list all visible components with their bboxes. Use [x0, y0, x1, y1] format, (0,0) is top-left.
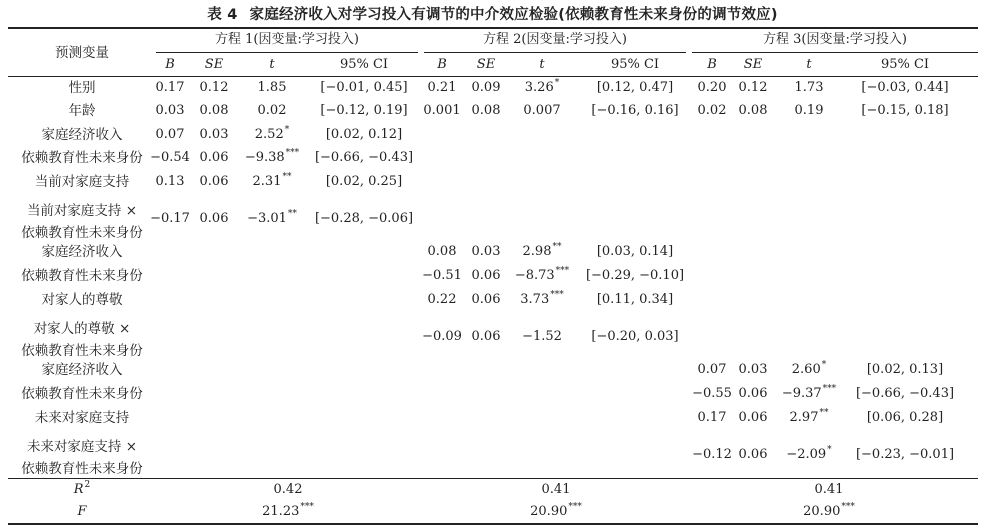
cell-ci	[845, 447, 965, 463]
column-header-t: t	[269, 57, 275, 72]
cell-value: 0.06	[471, 268, 501, 283]
significance-mark: ***	[550, 290, 564, 300]
cell-value: 0.07	[155, 127, 185, 142]
cell-value: 2.52	[254, 127, 284, 142]
cell-value: 0.03	[738, 362, 768, 377]
row-label-line: 当前对家庭支持 ×	[26, 203, 138, 219]
row-label	[6, 100, 158, 122]
cell-se	[194, 150, 234, 166]
cell-t	[779, 362, 839, 378]
cell-value: 0.09	[471, 80, 501, 95]
column-header-se: SE	[204, 57, 224, 72]
cell-value: 0.17	[155, 80, 185, 95]
summary-label	[6, 504, 158, 520]
summary-value	[769, 504, 889, 520]
cell-value: −0.51	[422, 268, 462, 283]
cell-value: 0.08	[738, 103, 768, 118]
cell-se	[733, 80, 773, 96]
cell-se	[466, 329, 506, 345]
cell-value: 0.22	[427, 292, 457, 307]
cell-se	[466, 80, 506, 96]
cell-ci	[304, 103, 424, 119]
cell-ci	[304, 211, 424, 227]
cell-se	[194, 127, 234, 143]
cell-b	[686, 447, 738, 463]
row-label	[6, 289, 158, 311]
row-label	[6, 383, 158, 405]
row-label-line: 对家人的尊敬 ×	[33, 321, 131, 337]
significance-mark: *	[554, 78, 560, 88]
cell-value: [0.06, 0.28]	[866, 410, 944, 425]
summary-number: 20.90	[803, 504, 841, 519]
table-title: 家庭经济收入对学习投入有调节的中介效应检验(依赖教育性未来身份的调节效应)	[249, 7, 778, 23]
significance-mark: *	[284, 125, 290, 135]
cell-ci	[845, 103, 965, 119]
summary-value	[769, 482, 889, 498]
cell-ci	[304, 150, 424, 166]
row-label-line: 依赖教育性未来身份	[21, 343, 143, 359]
row-label	[6, 241, 158, 263]
column-header-b: B	[437, 57, 447, 72]
cell-b	[686, 80, 738, 96]
row-label-line: 依赖教育性未来身份	[21, 461, 143, 477]
row-label-line: 性别	[68, 80, 96, 96]
cell-value: [0.12, 0.47]	[596, 80, 674, 95]
row-label	[6, 124, 158, 146]
cell-value: 2.98	[522, 244, 552, 259]
cell-b	[686, 386, 738, 402]
cell-value: [−0.03, 0.44]	[861, 80, 949, 95]
row-label-line: 依赖教育性未来身份	[21, 225, 143, 241]
row-label	[6, 407, 158, 429]
cell-b	[416, 80, 468, 96]
significance-mark: *	[827, 445, 832, 455]
row-label-line: 当前对家庭支持	[34, 174, 130, 190]
cell-t	[242, 80, 302, 96]
summary-label-text: F	[77, 504, 87, 519]
model-2-underline	[424, 52, 686, 53]
cell-value: 0.13	[155, 174, 185, 189]
cell-value: −1.52	[522, 329, 562, 344]
cell-t	[779, 410, 839, 426]
cell-value: [0.11, 0.34]	[596, 292, 674, 307]
cell-value: −0.12	[692, 447, 732, 462]
column-header-se: SE	[743, 57, 763, 72]
row-label-line: 未来对家庭支持 ×	[26, 439, 138, 455]
cell-value: 0.08	[199, 103, 229, 118]
cell-t	[242, 211, 302, 227]
model-2-header: 方程 2(因变量:学习投入)	[483, 32, 627, 47]
summary-value	[228, 482, 348, 498]
cell-se	[194, 103, 234, 119]
cell-value: [0.02, 0.13]	[866, 362, 944, 377]
row-label-line: 依赖教育性未来身份	[21, 268, 143, 284]
cell-value: 0.12	[199, 80, 229, 95]
cell-value: 1.73	[794, 80, 824, 95]
cell-value: 0.19	[794, 103, 824, 118]
cell-value: 1.85	[257, 80, 287, 95]
top-rule	[8, 27, 978, 29]
summary-number: 0.41	[814, 482, 844, 497]
cell-ci	[575, 103, 695, 119]
column-header-t: t	[806, 57, 812, 72]
bottom-rule	[8, 523, 978, 525]
cell-value: −9.38	[244, 150, 285, 165]
cell-ci	[845, 80, 965, 96]
cell-value: [0.02, 0.12]	[325, 127, 403, 142]
cell-se	[733, 410, 773, 426]
cell-t	[779, 103, 839, 119]
significance-mark: **	[819, 408, 829, 418]
cell-value: −2.09	[786, 447, 827, 462]
cell-ci	[575, 329, 695, 345]
significance-mark: ***	[300, 502, 314, 512]
significance-mark: ***	[822, 384, 837, 394]
cell-se	[466, 268, 506, 284]
cell-value: 0.03	[471, 244, 501, 259]
cell-ci	[304, 80, 424, 96]
table-caption	[0, 3, 985, 24]
cell-b	[144, 80, 196, 96]
significance-mark: ***	[841, 502, 855, 512]
row-label-line: 年龄	[68, 103, 96, 119]
cell-t	[779, 80, 839, 96]
cell-ci	[845, 362, 965, 378]
row-label	[6, 147, 158, 169]
cell-ci	[845, 386, 965, 402]
column-header-se: SE	[476, 57, 496, 72]
column-header-ci: 95% CI	[339, 57, 389, 72]
summary-value	[496, 482, 616, 498]
column-header-t: t	[539, 57, 545, 72]
row-label-line: 家庭经济收入	[41, 127, 123, 143]
cell-value: [−0.23, −0.01]	[855, 447, 955, 462]
cell-se	[194, 174, 234, 190]
cell-value: 0.06	[199, 211, 229, 226]
cell-b	[686, 362, 738, 378]
model-3-underline	[692, 52, 978, 53]
significance-mark: **	[552, 242, 562, 252]
cell-t	[512, 103, 572, 119]
cell-b	[144, 150, 196, 166]
cell-value: 3.26	[524, 80, 554, 95]
cell-value: [−0.66, −0.43]	[855, 386, 955, 401]
summary-number: 21.23	[262, 504, 300, 519]
cell-b	[144, 127, 196, 143]
cell-value: [−0.28, −0.06]	[314, 211, 414, 226]
cell-value: 0.007	[523, 103, 561, 118]
cell-value: 0.03	[199, 127, 229, 142]
significance-mark: *	[821, 360, 827, 370]
cell-value: 0.001	[423, 103, 461, 118]
cell-b	[416, 329, 468, 345]
cell-value: 0.08	[427, 244, 457, 259]
cell-se	[733, 362, 773, 378]
cell-t	[512, 244, 572, 260]
cell-se	[194, 80, 234, 96]
cell-value: 0.17	[697, 410, 727, 425]
cell-value: 0.02	[697, 103, 727, 118]
cell-value: [−0.01, 0.45]	[320, 80, 408, 95]
model-3-header: 方程 3(因变量:学习投入)	[763, 32, 907, 47]
column-header-b: B	[707, 57, 717, 72]
cell-b	[144, 174, 196, 190]
model-1-underline	[156, 52, 418, 53]
cell-ci	[304, 127, 424, 143]
cell-b	[686, 103, 738, 119]
cell-b	[144, 211, 196, 227]
cell-b	[416, 244, 468, 260]
row-label-line: 家庭经济收入	[41, 244, 123, 260]
model-1-header: 方程 1(因变量:学习投入)	[215, 32, 359, 47]
summary-number: 0.42	[273, 482, 303, 497]
summary-label	[6, 482, 158, 498]
row-label	[6, 171, 158, 193]
cell-value: 0.06	[471, 329, 501, 344]
cell-t	[242, 103, 302, 119]
summary-number: 0.41	[541, 482, 571, 497]
cell-value: 0.06	[738, 386, 768, 401]
cell-value: [−0.12, 0.19]	[320, 103, 408, 118]
cell-value: 0.06	[471, 292, 501, 307]
cell-b	[416, 268, 468, 284]
cell-value: [0.02, 0.25]	[325, 174, 403, 189]
cell-value: 2.31	[252, 174, 282, 189]
column-header-ci: 95% CI	[880, 57, 930, 72]
predictor-header: 预测变量	[55, 45, 109, 61]
cell-b	[144, 103, 196, 119]
row-label	[6, 77, 158, 99]
cell-value: 2.60	[791, 362, 821, 377]
column-header-ci: 95% CI	[610, 57, 660, 72]
cell-se	[466, 292, 506, 308]
cell-value: −9.37	[781, 386, 822, 401]
significance-mark: ***	[568, 502, 582, 512]
cell-value: 0.02	[257, 103, 287, 118]
significance-mark: **	[287, 209, 297, 219]
summary-label-sup: 2	[84, 480, 91, 490]
summary-value	[228, 504, 348, 520]
cell-value: −0.54	[150, 150, 190, 165]
row-label-line: 未来对家庭支持	[34, 410, 130, 426]
cell-ci	[575, 292, 695, 308]
cell-value: [0.03, 0.14]	[596, 244, 674, 259]
significance-mark: ***	[555, 266, 570, 276]
cell-t	[242, 127, 302, 143]
row-label	[6, 318, 158, 362]
cell-value: 0.06	[199, 174, 229, 189]
cell-value: 0.08	[471, 103, 501, 118]
row-label-line: 对家人的尊敬	[41, 292, 123, 308]
cell-value: 0.07	[697, 362, 727, 377]
cell-t	[512, 329, 572, 345]
table-number: 表 4	[207, 7, 238, 23]
cell-b	[416, 292, 468, 308]
row-label	[6, 265, 158, 287]
cell-b	[686, 410, 738, 426]
cell-se	[466, 103, 506, 119]
cell-value: [−0.20, 0.03]	[591, 329, 679, 344]
cell-ci	[575, 80, 695, 96]
cell-value: 0.21	[427, 80, 457, 95]
cell-value: −3.01	[247, 211, 287, 226]
cell-ci	[575, 244, 695, 260]
cell-value: −0.09	[422, 329, 462, 344]
cell-se	[733, 386, 773, 402]
summary-label-text: R	[73, 482, 84, 497]
cell-se	[733, 103, 773, 119]
cell-se	[194, 211, 234, 227]
cell-value: 0.20	[697, 80, 727, 95]
row-label	[6, 200, 158, 244]
cell-value: [−0.15, 0.18]	[861, 103, 949, 118]
cell-value: −0.17	[150, 211, 190, 226]
cell-value: 2.97	[789, 410, 819, 425]
cell-ci	[575, 268, 695, 284]
cell-ci	[304, 174, 424, 190]
cell-value: 0.12	[738, 80, 768, 95]
significance-mark: ***	[285, 148, 300, 158]
cell-b	[416, 103, 468, 119]
cell-t	[779, 386, 839, 402]
column-header-b: B	[165, 57, 175, 72]
cell-ci	[845, 410, 965, 426]
row-label-line: 家庭经济收入	[41, 362, 123, 378]
cell-value: 3.73	[520, 292, 550, 307]
cell-value: [−0.16, 0.16]	[591, 103, 679, 118]
summary-number: 20.90	[530, 504, 568, 519]
cell-t	[779, 447, 839, 463]
cell-value: 0.06	[738, 410, 768, 425]
cell-value: 0.06	[738, 447, 768, 462]
cell-se	[466, 244, 506, 260]
significance-mark: **	[282, 172, 292, 182]
cell-t	[242, 174, 302, 190]
cell-value: 0.03	[155, 103, 185, 118]
cell-t	[242, 150, 302, 166]
cell-value: −0.55	[692, 386, 732, 401]
cell-value: 0.06	[199, 150, 229, 165]
row-label-line: 依赖教育性未来身份	[21, 386, 143, 402]
row-label	[6, 436, 158, 480]
row-label	[6, 359, 158, 381]
cell-se	[733, 447, 773, 463]
summary-value	[496, 504, 616, 520]
cell-t	[512, 268, 572, 284]
cell-value: −8.73	[514, 268, 555, 283]
cell-t	[512, 292, 572, 308]
cell-t	[512, 80, 572, 96]
row-label-line: 依赖教育性未来身份	[21, 150, 143, 166]
cell-value: [−0.66, −0.43]	[314, 150, 414, 165]
cell-value: [−0.29, −0.10]	[585, 268, 685, 283]
